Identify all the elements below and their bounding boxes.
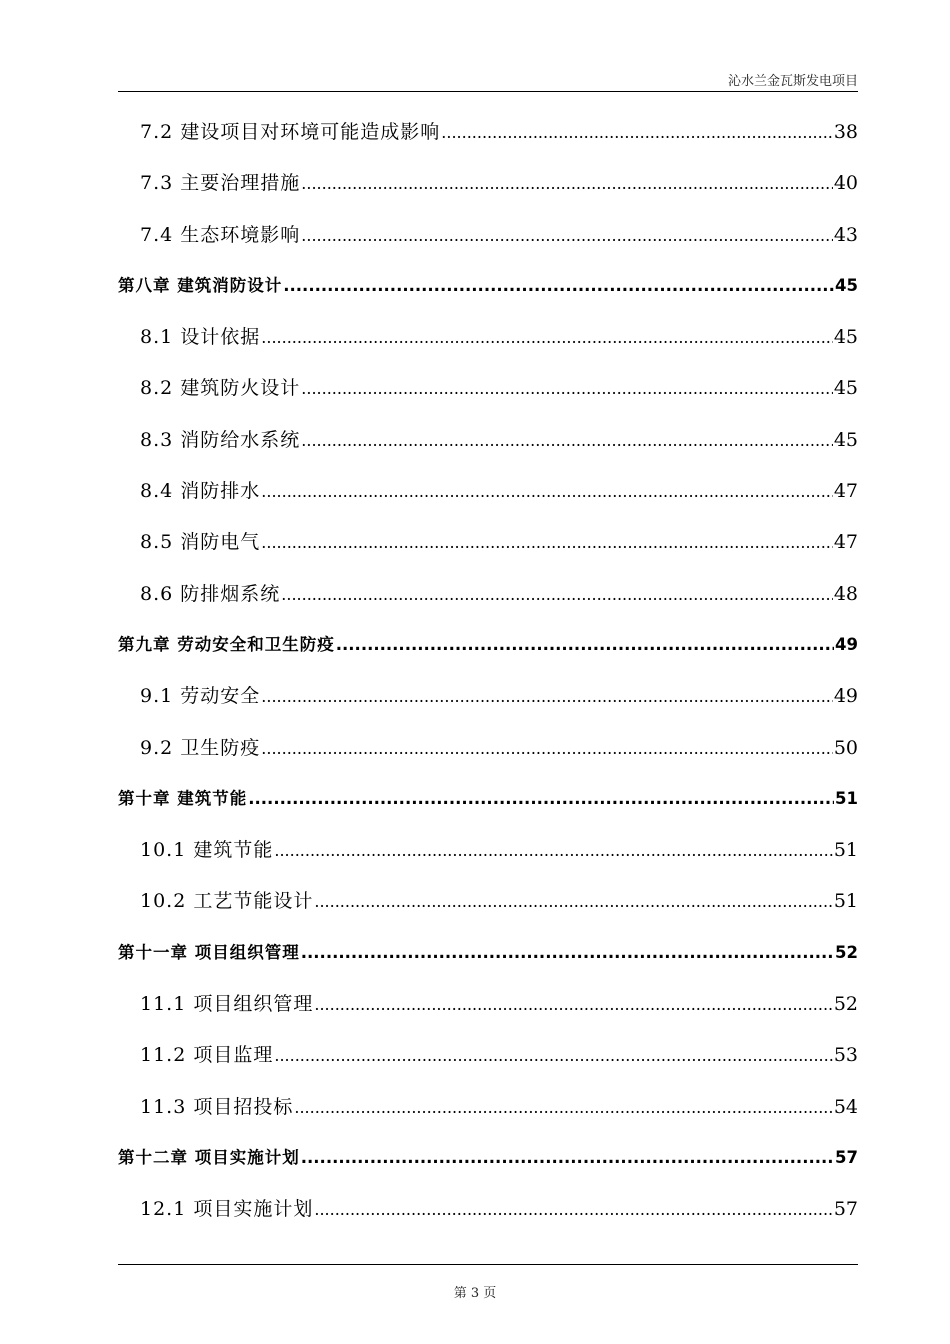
toc-section-entry[interactable] bbox=[118, 879, 858, 930]
toc-dot-leader bbox=[441, 110, 833, 155]
toc-entry-page-number: 51 bbox=[833, 890, 858, 913]
toc-entry-label: 第九章 劳动安全和卫生防疫 bbox=[118, 634, 335, 654]
table-of-contents bbox=[118, 110, 858, 1239]
toc-entry-label: 9.2 卫生防疫 bbox=[140, 736, 261, 759]
toc-entry-page-number: 48 bbox=[833, 582, 858, 605]
toc-dot-leader bbox=[301, 161, 833, 206]
toc-entry-label: 8.1 设计依据 bbox=[140, 326, 261, 349]
toc-dot-leader bbox=[314, 982, 832, 1027]
toc-entry-label: 8.3 消防给水系统 bbox=[140, 428, 301, 451]
toc-entry-label: 8.6 防排烟系统 bbox=[140, 582, 281, 605]
toc-entry-label: 11.3 项目招投标 bbox=[140, 1095, 294, 1118]
toc-chapter-entry[interactable] bbox=[118, 931, 858, 982]
toc-section-entry[interactable] bbox=[118, 366, 858, 417]
page-footer bbox=[0, 1282, 950, 1301]
toc-entry-page-number: 45 bbox=[833, 377, 858, 400]
footer-divider bbox=[118, 1264, 858, 1265]
toc-entry-page-number: 45 bbox=[833, 428, 858, 451]
toc-dot-leader bbox=[336, 623, 834, 667]
toc-section-entry[interactable] bbox=[118, 1187, 858, 1238]
toc-entry-page-number: 38 bbox=[833, 121, 858, 143]
page-number: 第 3 页 bbox=[453, 1286, 497, 1301]
toc-entry-label: 9.1 劳动安全 bbox=[140, 685, 261, 708]
toc-dot-leader bbox=[261, 520, 833, 565]
toc-dot-leader bbox=[261, 469, 833, 514]
toc-entry-page-number: 57 bbox=[835, 1147, 858, 1167]
toc-entry-label: 第八章 建筑消防设计 bbox=[118, 275, 283, 295]
toc-dot-leader bbox=[301, 366, 833, 411]
toc-section-entry[interactable] bbox=[118, 213, 858, 264]
header-title: 沁水兰金瓦斯发电项目 bbox=[727, 74, 858, 89]
toc-section-entry[interactable] bbox=[118, 418, 858, 469]
toc-section-entry[interactable] bbox=[118, 726, 858, 777]
toc-entry-label: 10.2 工艺节能设计 bbox=[140, 890, 314, 913]
toc-chapter-entry[interactable] bbox=[118, 1136, 858, 1187]
toc-entry-label: 11.2 项目监理 bbox=[140, 1044, 274, 1067]
toc-dot-leader bbox=[283, 264, 834, 308]
toc-entry-page-number: 47 bbox=[833, 480, 858, 503]
toc-entry-label: 7.3 主要治理措施 bbox=[140, 172, 301, 195]
toc-dot-leader bbox=[274, 1033, 832, 1078]
toc-chapter-entry[interactable] bbox=[118, 264, 858, 315]
toc-section-entry[interactable] bbox=[118, 1085, 858, 1136]
toc-dot-leader bbox=[261, 674, 833, 719]
toc-entry-page-number: 49 bbox=[835, 634, 858, 654]
toc-entry-label: 8.2 建筑防火设计 bbox=[140, 377, 301, 400]
toc-entry-label: 7.4 生态环境影响 bbox=[140, 223, 301, 246]
toc-dot-leader bbox=[301, 213, 833, 258]
toc-section-entry[interactable] bbox=[118, 520, 858, 571]
toc-entry-page-number: 51 bbox=[833, 839, 858, 862]
toc-entry-page-number: 49 bbox=[833, 685, 858, 708]
toc-dot-leader bbox=[301, 1136, 834, 1180]
toc-entry-page-number: 51 bbox=[835, 788, 858, 808]
toc-entry-label: 11.1 项目组织管理 bbox=[140, 993, 314, 1016]
toc-section-entry[interactable] bbox=[118, 982, 858, 1033]
header-divider bbox=[118, 91, 858, 92]
toc-entry-label: 8.5 消防电气 bbox=[140, 531, 261, 554]
toc-entry-label: 第十章 建筑节能 bbox=[118, 788, 248, 808]
toc-entry-label: 7.2 建设项目对环境可能造成影响 bbox=[140, 121, 441, 143]
toc-entry-page-number: 52 bbox=[835, 942, 858, 962]
toc-dot-leader bbox=[294, 1085, 832, 1130]
toc-section-entry[interactable] bbox=[118, 469, 858, 520]
toc-entry-label: 8.4 消防排水 bbox=[140, 480, 261, 503]
toc-entry-page-number: 54 bbox=[833, 1095, 858, 1118]
toc-entry-page-number: 43 bbox=[833, 223, 858, 246]
toc-entry-page-number: 57 bbox=[833, 1198, 858, 1221]
toc-dot-leader bbox=[274, 828, 832, 873]
toc-dot-leader bbox=[301, 418, 833, 463]
toc-entry-page-number: 40 bbox=[833, 172, 858, 195]
toc-entry-label: 12.1 项目实施计划 bbox=[140, 1198, 314, 1221]
toc-section-entry[interactable] bbox=[118, 161, 858, 212]
toc-dot-leader bbox=[281, 572, 833, 617]
toc-section-entry[interactable] bbox=[118, 110, 858, 161]
toc-section-entry[interactable] bbox=[118, 828, 858, 879]
toc-section-entry[interactable] bbox=[118, 315, 858, 366]
toc-entry-page-number: 52 bbox=[833, 993, 858, 1016]
toc-section-entry[interactable] bbox=[118, 674, 858, 725]
toc-dot-leader bbox=[261, 726, 833, 771]
toc-dot-leader bbox=[314, 879, 832, 924]
page-header bbox=[118, 70, 858, 89]
toc-section-entry[interactable] bbox=[118, 1033, 858, 1084]
toc-section-entry[interactable] bbox=[118, 572, 858, 623]
toc-entry-page-number: 45 bbox=[833, 326, 858, 349]
toc-dot-leader bbox=[314, 1187, 832, 1232]
toc-entry-page-number: 47 bbox=[833, 531, 858, 554]
toc-entry-page-number: 50 bbox=[833, 736, 858, 759]
toc-entry-page-number: 53 bbox=[833, 1044, 858, 1067]
toc-entry-label: 10.1 建筑节能 bbox=[140, 839, 274, 862]
toc-entry-label: 第十一章 项目组织管理 bbox=[118, 942, 300, 962]
toc-chapter-entry[interactable] bbox=[118, 777, 858, 828]
toc-entry-label: 第十二章 项目实施计划 bbox=[118, 1147, 300, 1167]
toc-dot-leader bbox=[261, 315, 833, 360]
toc-dot-leader bbox=[248, 777, 834, 821]
toc-chapter-entry[interactable] bbox=[118, 623, 858, 674]
toc-dot-leader bbox=[301, 931, 834, 975]
toc-entry-page-number: 45 bbox=[835, 275, 858, 295]
